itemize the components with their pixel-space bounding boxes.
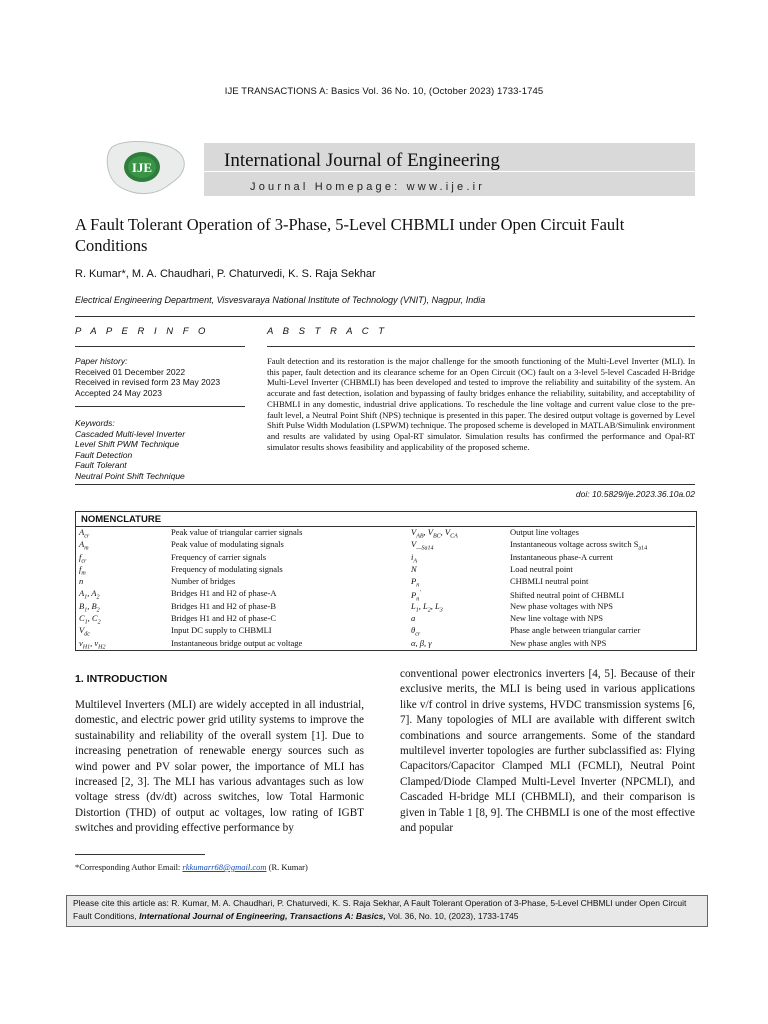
nomenclature-row: $P_n$ CHBMLI neutral point <box>411 576 589 589</box>
nomenclature-row: $i_A$ Instantaneous phase-A current <box>411 551 613 565</box>
paper-affiliation: Electrical Engineering Department, Visvesvaraya National Institute of Technology (VNIT), Nagpur, India <box>75 295 486 305</box>
nomenclature-row: $C_1$, $C_2$ Bridges H1 and H2 of phase-C <box>79 613 277 626</box>
nomenclature-heading: NOMENCLATURE <box>81 514 162 525</box>
divider <box>267 346 695 347</box>
nomenclature-row: $B_1$, $B_2$ Bridges H1 and H2 of phase-B <box>79 600 277 614</box>
journal-name: International Journal of Engineering <box>224 150 500 171</box>
keyword: Cascaded Multi-level Inverter <box>75 428 186 439</box>
divider <box>75 346 245 347</box>
citation-box: Please cite this article as: R. Kumar, M. A. Chaudhari, P. Chaturvedi, K. S. Raja Sekhar, A Fault Tolerant Operation of 3-Phase, 5-Level CHBMLI under Open Circuit Fault Conditions, International Journal of Engineering, Transactions A: Basics, Vol. 36, No. 10, (2023), 1733-1745 <box>66 895 708 927</box>
divider <box>75 484 695 485</box>
nomenclature-row: $V_{AB}$, $V_{BC}$, $V_{CA}$ Output line voltages <box>411 527 579 540</box>
journal-issue-line: IJE TRANSACTIONS A: Basics Vol. 36 No. 10, (October 2023) 1733-1745 <box>224 86 544 97</box>
footnote-rule <box>75 854 205 855</box>
nomenclature-row: $f_{cr}$ Frequency of carrier signals <box>79 551 267 565</box>
abstract-text: Fault detection and its restoration is the major challenge for the smooth functioning of the Multi-Level Inverter (MLI). In this paper, fault detection and its clearance scheme for an Open Circuit (OC) fault on a 3-level 5-level Cascaded H-Bridge Multi-Level Inverter (CHBMLI) has been developed and tested to improve the reliability and suitability of the system. An accurate and fast detection, isolation and bypassing of faulty bridges enhance the reliability, suitability, and acceptability of CHBMLI in any domestic, industrial drive applications. To reschedule the line voltage and current value close to the pre-fault level, a Neutral Point Shift (NPS) technique is presented in this paper. The desired output voltage is governed by Level Shift Pulse Width Modulation (LSPWM) technique. The proposed scheme is developed in MATLAB/Simulink environment and results are validated by using Opal-RT simulator. Simulation results has confirmed the performance and Opal-RT simulator results shows feasibility and applicability of the proposed scheme. <box>267 356 695 452</box>
nomenclature-row: n Number of bridges <box>79 576 236 587</box>
keyword: Neutral Point Shift Technique <box>75 470 185 481</box>
abstract-heading: A B S T R A C T <box>267 326 388 337</box>
corresponding-author-footnote: *Corresponding Author Email: rkkumarr68@gmail.com (R. Kumar) <box>75 862 308 872</box>
keyword: Level Shift PWM Technique <box>75 439 180 449</box>
section-heading-introduction: 1. INTRODUCTION <box>75 673 168 685</box>
nomenclature-row: $L_1$, $L_2$, $L_3$ New phase voltages with NPS <box>411 600 613 614</box>
divider <box>75 316 695 317</box>
nomenclature-row: $V_{dc}$ Input DC supply to CHBMLI <box>79 625 272 639</box>
svg-text:IJE: IJE <box>131 160 153 175</box>
keyword: Fault Detection <box>75 449 133 460</box>
nomenclature-row: α, β, γ New phase angles with NPS <box>411 637 607 648</box>
nomenclature-row: $v_{H1}$, $v_{H2}$ Instantaneous bridge output ac voltage <box>79 637 303 651</box>
paper-title: A Fault Tolerant Operation of 3-Phase, 5-Level CHBMLI under Open Circuit Fault Conditions <box>75 215 625 255</box>
nomenclature-row: $P_n'$ Shifted neutral point of CHBMLI <box>411 590 625 603</box>
nomenclature-row: N Load neutral point <box>411 563 573 574</box>
paper-info-heading: P A P E R I N F O <box>75 326 209 337</box>
intro-column-right: conventional power electronics inverters [4, 5]. Because of their exclusive merits, the MLI is being used in various applications like v/f control in drive systems, HVDC transmission systems [6, 7]. Many topologies of MLI are available with different switch combinations and source arrangements. Some of the standard multilevel inverter topologies are further subclassified as: Flying Capacitors/Capacitor Clamped MLI (FCMLI), Neutral Point Clamped/Diode Clamped Multi-Level Inverter (NPCMLI), and Cascaded H-bridge MLI (CHBMLI), and their comparison is given in Table 1 [8, 9]. The CHBMLI is one of the most effective and popular <box>400 668 695 835</box>
journal-homepage[interactable]: Journal Homepage: www.ije.ir <box>250 181 486 193</box>
nomenclature-right <box>411 526 695 649</box>
divider <box>75 406 245 407</box>
ije-logo <box>104 137 190 197</box>
paper-authors: R. Kumar*, M. A. Chaudhari, P. Chaturvedi, K. S. Raja Sekhar <box>75 268 376 280</box>
nomenclature-row: $A_1$, $A_2$ Bridges H1 and H2 of phase-A <box>79 588 277 602</box>
nomenclature-row: a New line voltage with NPS <box>411 613 604 624</box>
author-email-link[interactable]: rkkumarr68@gmail.com <box>182 862 267 872</box>
nomenclature-row: $f_m$ Frequency of modulating signals <box>79 563 283 577</box>
nomenclature-left <box>79 526 379 649</box>
keyword: Fault Tolerant <box>75 460 127 470</box>
nomenclature-row: $A_m$ Peak value of modulating signals <box>79 539 284 552</box>
nomenclature-row: $\theta_{cr}$ Phase angle between triangular carrier <box>411 625 641 639</box>
intro-column-left: Multilevel Inverters (MLI) are widely accepted in all industrial, domestic, and electric power grid utility systems to improve the sustainability and reliability of the overall system [1]. Due to increasing penetration of renewable energy sources such as wind power and PV solar power, the importance of MLI has increased [2, 3]. The MLI has various advantages such as low voltage stress (dv/dt) across switches, low Total Harmonic Distortion (THD) of output ac voltages, low rating of IGBT switches and providing effective performance by <box>75 699 364 835</box>
nomenclature-row: $A_{cr}$ Peak value of triangular carrier signals <box>79 527 303 540</box>
nomenclature-row: $V_{—Sa14}$ Instantaneous voltage across switch $S_{a14}$ <box>411 539 648 552</box>
keywords-block: Keywords: Cascaded Multi-level Inverter Level Shift PWM Technique Fault Detection Fault Tolerant Neutral Point Shift Technique <box>75 418 186 481</box>
doi-link[interactable]: doi: 10.5829/ije.2023.36.10a.02 <box>575 489 695 499</box>
paper-history: Paper history: Received 01 December 2022 Received in revised form 23 May 2023 Accepted 24 May 2023 <box>75 356 221 398</box>
